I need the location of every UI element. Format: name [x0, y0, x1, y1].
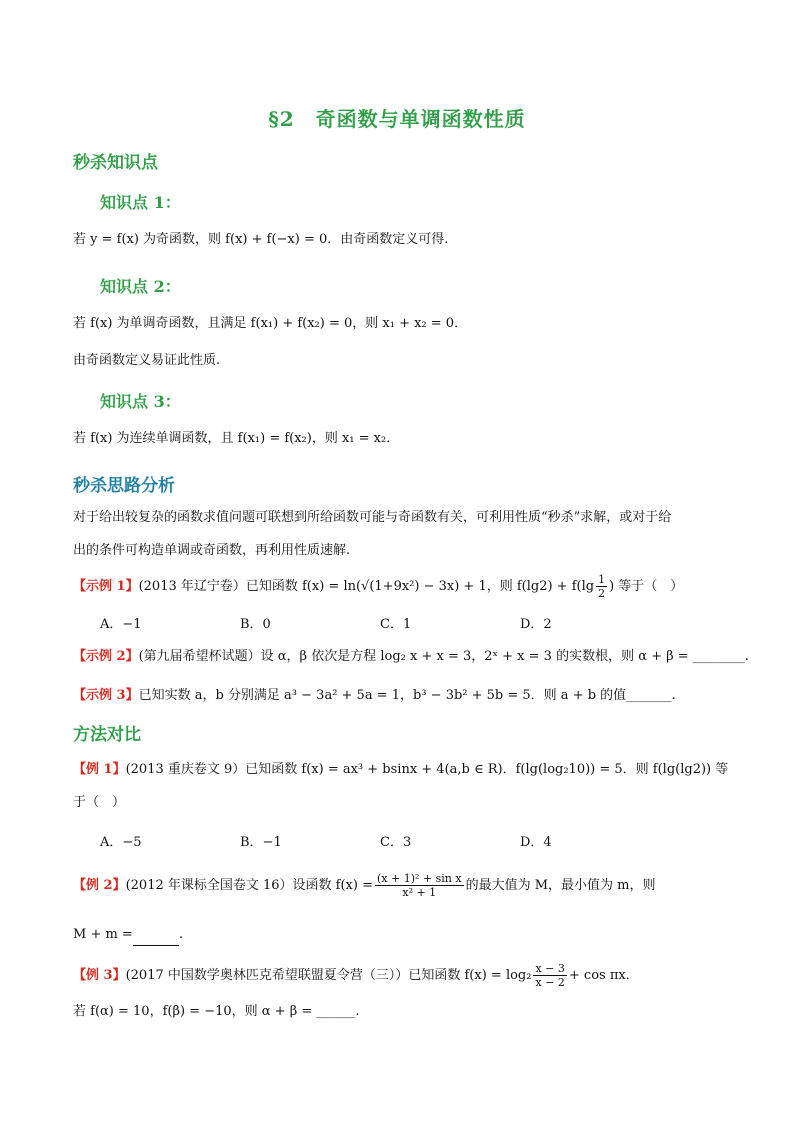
page-title: §2 奇函数与单调函数性质 [268, 107, 526, 131]
problem-3-fraction [533, 962, 566, 989]
option-c: C．1 [380, 617, 412, 632]
problem-2-fraction [375, 872, 464, 899]
example-3-text: 已知实数 a，b 分别满足 a³ − 3a² + 5a = 1，b³ − 3b² + 5b = 5．则 a + b 的值_______. [138, 688, 676, 703]
problem-3-text-2: 若 f(α) = 10，f(β) = −10，则 α + β = ______. [73, 1004, 360, 1019]
option-a: A．−1 [100, 617, 142, 632]
problem-2-text-2-end: . [178, 927, 183, 942]
fraction-numerator: 1 [598, 573, 606, 586]
problem-3-tag: 【例 3】 [73, 968, 126, 983]
option-a: A．−5 [100, 835, 142, 850]
problem-2-answer-line [73, 925, 183, 946]
problem-1-options [100, 831, 660, 850]
problem-1-text: (2013 重庆卷文 9）已知函数 f(x) = ax³ + bsinx + 4(a,b ∈ R)．f(lg(log₂10)) = 5．则 f(lg(lg2)) 等 [125, 762, 729, 777]
knowledge-point-3-text: 若 f(x) 为连续单调函数，且 f(x₁) = f(x₂)，则 x₁ = x₂． [73, 431, 400, 446]
fraction-denominator: x − 2 [535, 976, 565, 989]
knowledge-point-1-heading: 知识点 1： [100, 193, 181, 212]
problem-2-tag: 【例 2】 [73, 878, 126, 893]
example-1-options [100, 613, 660, 632]
option-b: B．0 [240, 617, 271, 632]
section-heading-comparison: 方法对比 [73, 725, 141, 745]
problem-3 [73, 962, 639, 989]
example-1-tag: 【示例 1】 [73, 579, 139, 594]
answer-blank [133, 925, 179, 946]
fraction-numerator: x − 3 [535, 962, 565, 975]
fraction-numerator: (x + 1)² + sin x [377, 872, 462, 885]
problem-2-text-2: M + m = [73, 927, 133, 942]
problem-2-text-b: 的最大值为 M，最小值为 m，则 [465, 878, 656, 893]
example-2-text: (第九届希望杯试题）设 α，β 依次是方程 log₂ x + x = 3，2ˣ + x = 3 的实数根，则 α + β = ________. [138, 649, 749, 664]
problem-1 [73, 760, 728, 780]
knowledge-point-2-note: 由奇函数定义易证此性质. [73, 353, 221, 368]
option-b: B．−1 [240, 835, 282, 850]
problem-2-text-a: (2012 年课标全国卷文 16）设函数 f(x) = [125, 878, 373, 893]
example-1-fraction [596, 573, 607, 600]
section-heading-knowledge: 秒杀知识点 [73, 153, 158, 173]
fraction-denominator: x² + 1 [402, 886, 437, 899]
example-3-tag: 【示例 3】 [73, 688, 139, 703]
knowledge-point-1-text: 若 y = f(x) 为奇函数，则 f(x) + f(−x) = 0．由奇函数定义可得. [73, 232, 449, 247]
problem-3-text-b: + cos πx． [568, 968, 639, 983]
example-2-tag: 【示例 2】 [73, 649, 139, 664]
analysis-line-2: 出的条件可构造单调或奇函数，再利用性质速解. [73, 543, 351, 558]
fraction-denominator: 2 [598, 587, 606, 600]
problem-1-tag: 【例 1】 [73, 762, 126, 777]
problem-3-text-a: (2017 中国数学奥林匹克希望联盟夏令营（三））已知函数 f(x) = log₂ [125, 968, 532, 983]
option-c: C．3 [380, 835, 412, 850]
option-d: D．2 [520, 617, 552, 632]
example-2 [73, 647, 749, 667]
knowledge-point-2-heading: 知识点 2： [100, 277, 181, 296]
knowledge-point-3-heading: 知识点 3： [100, 392, 181, 411]
knowledge-point-2-text: 若 f(x) 为单调奇函数，且满足 f(x₁) + f(x₂) = 0，则 x₁ + x₂ = 0． [73, 316, 468, 331]
option-d: D．4 [520, 835, 552, 850]
problem-1-text-cont: 于（ ） [73, 795, 126, 810]
example-1 [73, 573, 683, 600]
section-heading-analysis: 秒杀思路分析 [73, 476, 175, 496]
example-1-text-b: ) 等于（ ） [609, 579, 684, 594]
example-3 [73, 686, 676, 706]
problem-2 [73, 872, 655, 899]
example-1-text-a: (2013 年辽宁卷）已知函数 f(x) = ln(√(1+9x²) − 3x) + 1，则 f(lg2) + f(lg [138, 579, 595, 594]
analysis-line-1: 对于给出较复杂的函数求值问题可联想到所给函数可能与奇函数有关，可利用性质“秒杀”求解，或对于给 [73, 510, 672, 525]
